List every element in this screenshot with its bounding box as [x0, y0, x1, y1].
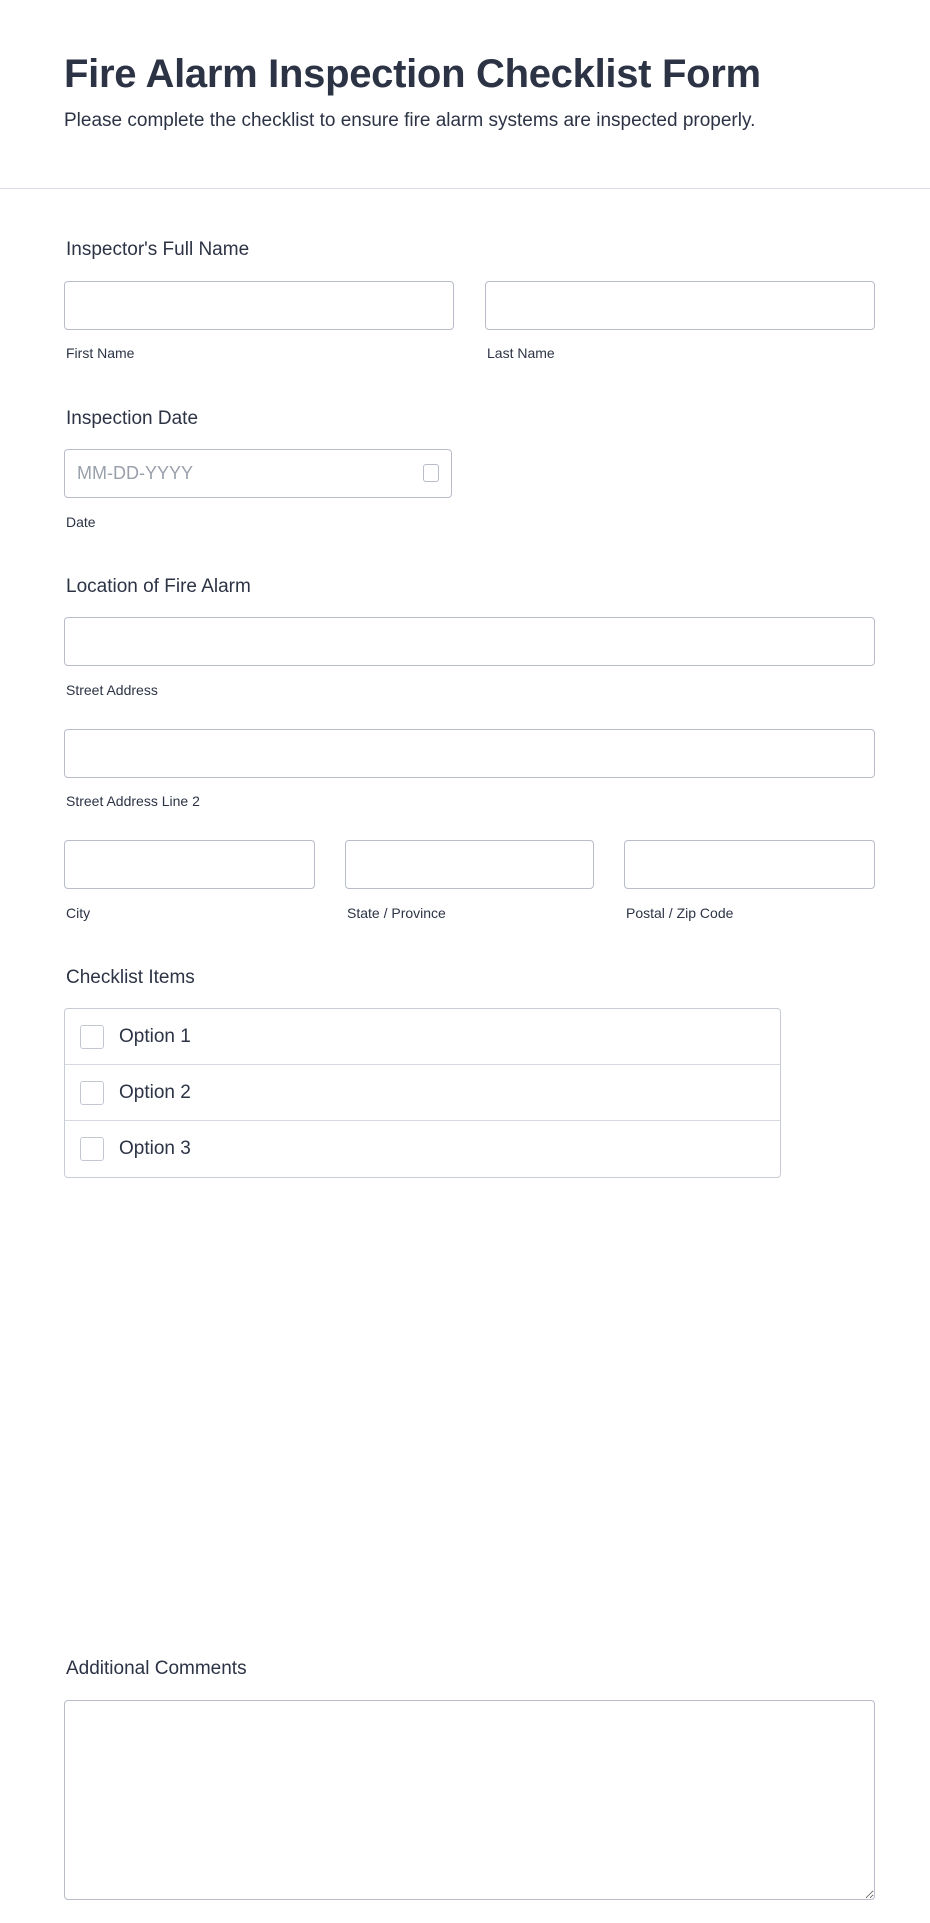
comments-label: Additional Comments [66, 1658, 247, 1679]
checkbox[interactable] [80, 1081, 104, 1105]
city-input[interactable] [64, 840, 315, 889]
full-name-label: Inspector's Full Name [66, 239, 250, 260]
page-title: Fire Alarm Inspection Checklist Form [64, 52, 761, 96]
inspection-date-label: Inspection Date [66, 408, 199, 429]
location-label: Location of Fire Alarm [66, 576, 251, 597]
divider [0, 188, 930, 189]
checkbox[interactable] [80, 1137, 104, 1161]
street-address-line2-sublabel: Street Address Line 2 [66, 793, 200, 809]
date-sublabel: Date [66, 514, 96, 530]
comments-textarea[interactable] [64, 1700, 875, 1900]
street-address-line2-input[interactable] [64, 729, 875, 778]
first-name-sublabel: First Name [66, 345, 135, 361]
street-address-input[interactable] [64, 617, 875, 666]
checklist-label: Checklist Items [66, 967, 195, 988]
checklist-option-2[interactable] [65, 1065, 780, 1121]
checklist-option-3[interactable] [65, 1121, 780, 1177]
date-placeholder: MM-DD-YYYY [77, 463, 193, 483]
last-name-input[interactable] [485, 281, 875, 330]
date-input[interactable] [64, 449, 452, 498]
checklist-group [64, 1008, 781, 1178]
state-input[interactable] [345, 840, 594, 889]
option-label: Option 2 [119, 1081, 191, 1103]
first-name-input[interactable] [64, 281, 454, 330]
page-subtitle: Please complete the checklist to ensure fire alarm systems are inspected properly. [64, 110, 756, 131]
option-label: Option 1 [119, 1025, 191, 1047]
city-sublabel: City [66, 905, 91, 921]
street-address-sublabel: Street Address [66, 682, 158, 698]
state-sublabel: State / Province [347, 905, 446, 921]
zip-sublabel: Postal / Zip Code [626, 905, 734, 921]
last-name-sublabel: Last Name [487, 345, 555, 361]
calendar-icon[interactable] [423, 464, 439, 482]
option-label: Option 3 [119, 1138, 191, 1159]
zip-input[interactable] [624, 840, 875, 889]
checkbox[interactable] [80, 1025, 104, 1049]
checklist-option-1[interactable] [65, 1009, 780, 1065]
